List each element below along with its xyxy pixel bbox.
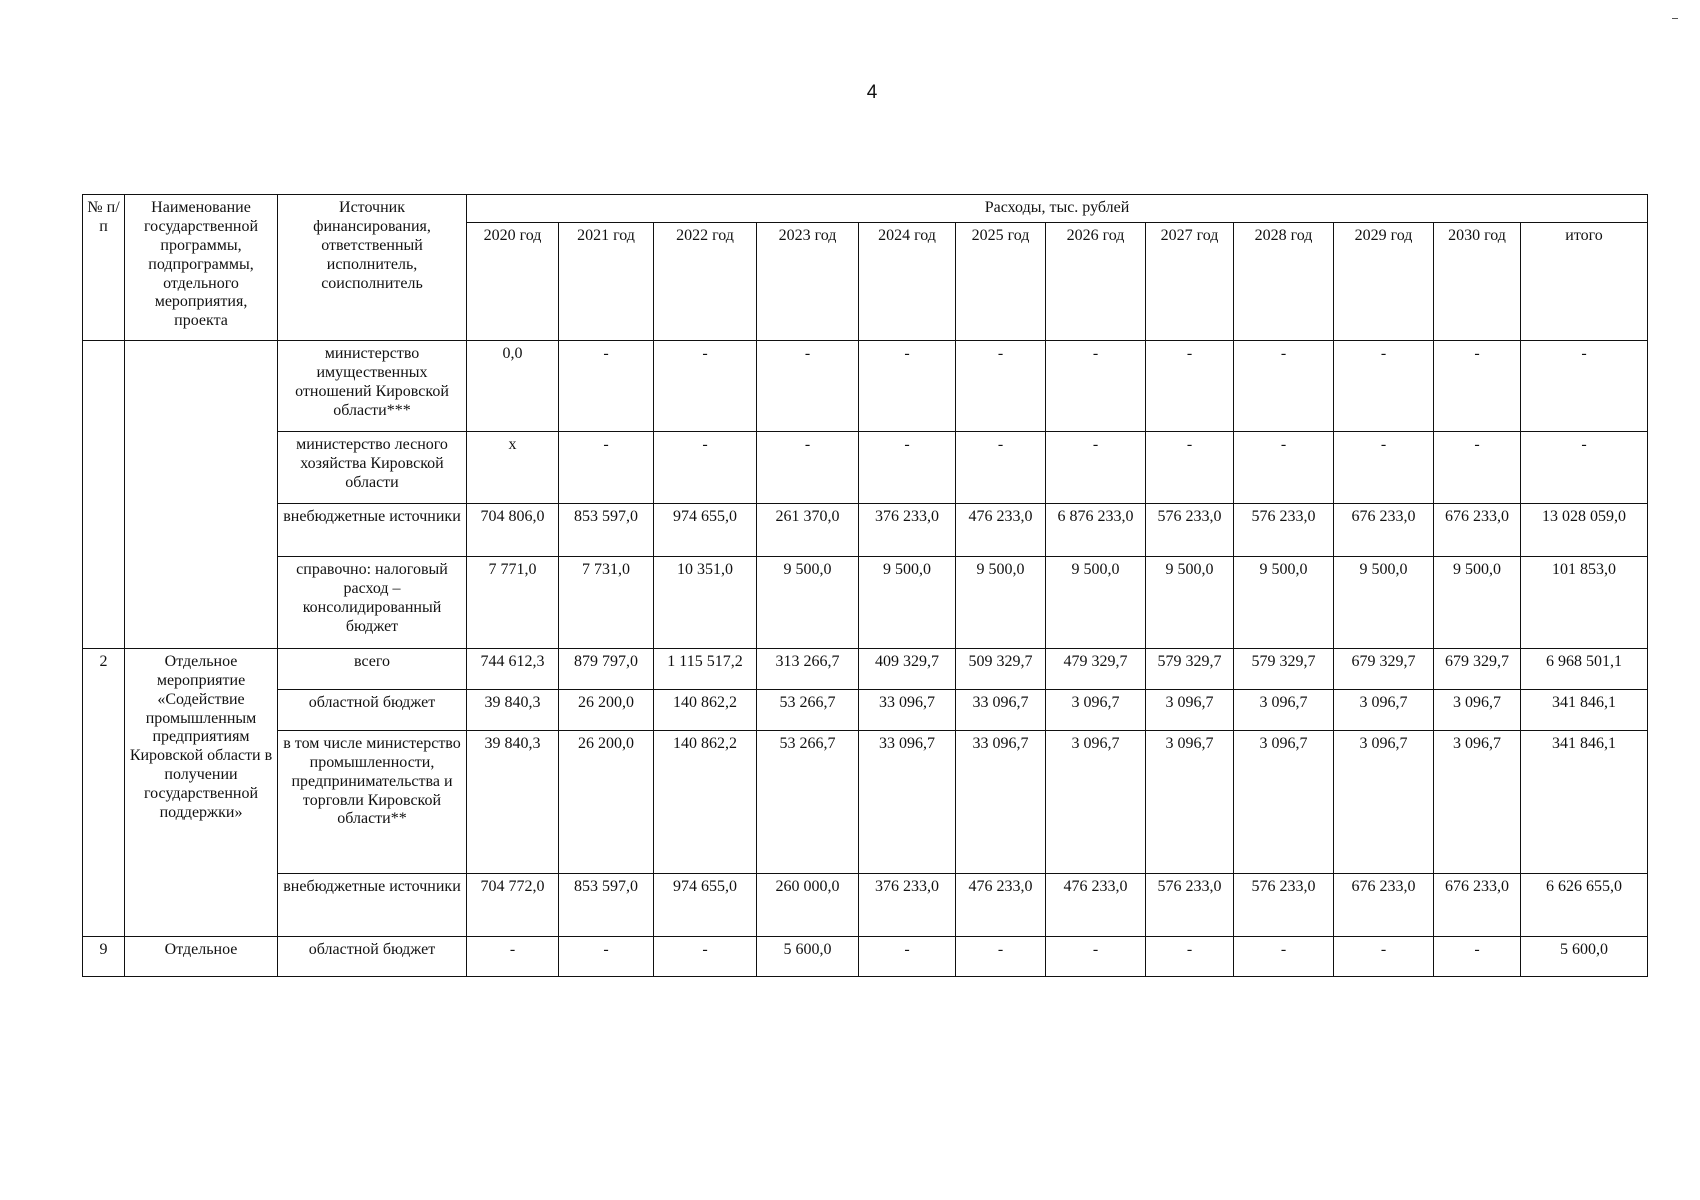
total-cell: 101 853,0 bbox=[1521, 556, 1648, 648]
table-row bbox=[83, 873, 1648, 936]
expenses-table bbox=[82, 194, 1648, 977]
value-cell: 9 500,0 bbox=[1046, 556, 1146, 648]
value-cell: 576 233,0 bbox=[1146, 503, 1234, 556]
value-cell: 479 329,7 bbox=[1046, 648, 1146, 689]
value-cell: 676 233,0 bbox=[1434, 873, 1521, 936]
group-9 bbox=[83, 936, 1648, 976]
value-cell: 3 096,7 bbox=[1234, 730, 1334, 873]
scan-mark bbox=[1672, 18, 1678, 19]
year-header: 2025 год bbox=[956, 222, 1046, 340]
value-cell: 3 096,7 bbox=[1334, 730, 1434, 873]
table-row bbox=[83, 340, 1648, 431]
source-cell: всего bbox=[278, 648, 467, 689]
value-cell: 39 840,3 bbox=[467, 730, 559, 873]
value-cell: - bbox=[654, 340, 757, 431]
row-name-empty bbox=[125, 340, 278, 648]
row-no-empty bbox=[83, 340, 125, 648]
header-source: Источник финансирования, ответственный исполнитель, соисполнитель bbox=[278, 195, 467, 341]
value-cell: 3 096,7 bbox=[1046, 689, 1146, 730]
source-cell: министерство лесного хозяйства Кировской области bbox=[278, 431, 467, 503]
value-cell: 26 200,0 bbox=[559, 730, 654, 873]
year-header: 2028 год bbox=[1234, 222, 1334, 340]
source-cell: областной бюджет bbox=[278, 689, 467, 730]
total-cell: 6 626 655,0 bbox=[1521, 873, 1648, 936]
value-cell: 744 612,3 bbox=[467, 648, 559, 689]
value-cell: - bbox=[956, 340, 1046, 431]
value-cell: - bbox=[859, 936, 956, 976]
value-cell: - bbox=[956, 431, 1046, 503]
table-row bbox=[83, 730, 1648, 873]
value-cell: - bbox=[1434, 431, 1521, 503]
value-cell: 9 500,0 bbox=[757, 556, 859, 648]
value-cell: 974 655,0 bbox=[654, 503, 757, 556]
row-number: 9 bbox=[83, 936, 125, 976]
value-cell: x bbox=[467, 431, 559, 503]
value-cell: 33 096,7 bbox=[859, 730, 956, 873]
group-2 bbox=[83, 648, 1648, 936]
year-header: 2022 год bbox=[654, 222, 757, 340]
value-cell: 576 233,0 bbox=[1234, 873, 1334, 936]
value-cell: 576 233,0 bbox=[1146, 873, 1234, 936]
value-cell: 39 840,3 bbox=[467, 689, 559, 730]
value-cell: 476 233,0 bbox=[956, 503, 1046, 556]
value-cell: 3 096,7 bbox=[1434, 730, 1521, 873]
value-cell: 579 329,7 bbox=[1146, 648, 1234, 689]
source-cell: справочно: налоговый расход – консолидированный бюджет bbox=[278, 556, 467, 648]
value-cell: - bbox=[1234, 936, 1334, 976]
value-cell: 476 233,0 bbox=[1046, 873, 1146, 936]
value-cell: - bbox=[1146, 431, 1234, 503]
value-cell: 679 329,7 bbox=[1334, 648, 1434, 689]
value-cell: 7 731,0 bbox=[559, 556, 654, 648]
value-cell: - bbox=[757, 340, 859, 431]
table-row bbox=[83, 556, 1648, 648]
value-cell: 853 597,0 bbox=[559, 873, 654, 936]
value-cell: - bbox=[467, 936, 559, 976]
value-cell: - bbox=[1434, 936, 1521, 976]
value-cell: 261 370,0 bbox=[757, 503, 859, 556]
value-cell: - bbox=[956, 936, 1046, 976]
value-cell: 9 500,0 bbox=[1234, 556, 1334, 648]
value-cell: 3 096,7 bbox=[1146, 730, 1234, 873]
value-cell: - bbox=[1046, 936, 1146, 976]
value-cell: 9 500,0 bbox=[956, 556, 1046, 648]
value-cell: 33 096,7 bbox=[956, 730, 1046, 873]
value-cell: 3 096,7 bbox=[1334, 689, 1434, 730]
value-cell: - bbox=[1234, 340, 1334, 431]
value-cell: 53 266,7 bbox=[757, 689, 859, 730]
group-prev bbox=[83, 340, 1648, 648]
table-row bbox=[83, 936, 1648, 976]
value-cell: 704 806,0 bbox=[467, 503, 559, 556]
value-cell: - bbox=[654, 936, 757, 976]
total-cell: 6 968 501,1 bbox=[1521, 648, 1648, 689]
value-cell: - bbox=[654, 431, 757, 503]
table-row bbox=[83, 689, 1648, 730]
value-cell: 3 096,7 bbox=[1146, 689, 1234, 730]
total-cell: 5 600,0 bbox=[1521, 936, 1648, 976]
value-cell: 679 329,7 bbox=[1434, 648, 1521, 689]
source-cell: внебюджетные источники bbox=[278, 503, 467, 556]
value-cell: 676 233,0 bbox=[1334, 503, 1434, 556]
header-expenses: Расходы, тыс. рублей bbox=[467, 195, 1648, 223]
total-cell: 341 846,1 bbox=[1521, 730, 1648, 873]
row-number: 2 bbox=[83, 648, 125, 936]
value-cell: - bbox=[1334, 340, 1434, 431]
value-cell: 6 876 233,0 bbox=[1046, 503, 1146, 556]
page-number: 4 bbox=[866, 82, 878, 103]
value-cell: 1 115 517,2 bbox=[654, 648, 757, 689]
year-header: 2027 год bbox=[1146, 222, 1234, 340]
year-header: 2030 год bbox=[1434, 222, 1521, 340]
value-cell: 676 233,0 bbox=[1434, 503, 1521, 556]
value-cell: 9 500,0 bbox=[1146, 556, 1234, 648]
value-cell: 313 266,7 bbox=[757, 648, 859, 689]
header-name: Наименование государственной программы, подпрограммы, отдельного мероприятия, проекта bbox=[125, 195, 278, 341]
header-no: № п/п bbox=[83, 195, 125, 341]
source-cell: областной бюджет bbox=[278, 936, 467, 976]
value-cell: 509 329,7 bbox=[956, 648, 1046, 689]
value-cell: 579 329,7 bbox=[1234, 648, 1334, 689]
value-cell: - bbox=[1334, 431, 1434, 503]
value-cell: 974 655,0 bbox=[654, 873, 757, 936]
year-header: 2021 год bbox=[559, 222, 654, 340]
value-cell: 3 096,7 bbox=[1046, 730, 1146, 873]
value-cell: 376 233,0 bbox=[859, 503, 956, 556]
year-header: 2029 год bbox=[1334, 222, 1434, 340]
value-cell: 576 233,0 bbox=[1234, 503, 1334, 556]
table-row bbox=[83, 431, 1648, 503]
value-cell: 853 597,0 bbox=[559, 503, 654, 556]
year-header: 2024 год bbox=[859, 222, 956, 340]
source-cell: министерство имущественных отношений Кировской области*** bbox=[278, 340, 467, 431]
value-cell: 33 096,7 bbox=[859, 689, 956, 730]
year-header: 2026 год bbox=[1046, 222, 1146, 340]
value-cell: 5 600,0 bbox=[757, 936, 859, 976]
table-row bbox=[83, 503, 1648, 556]
value-cell: - bbox=[757, 431, 859, 503]
value-cell: 879 797,0 bbox=[559, 648, 654, 689]
value-cell: 53 266,7 bbox=[757, 730, 859, 873]
value-cell: 676 233,0 bbox=[1334, 873, 1434, 936]
value-cell: - bbox=[559, 340, 654, 431]
value-cell: - bbox=[859, 340, 956, 431]
value-cell: 704 772,0 bbox=[467, 873, 559, 936]
value-cell: 476 233,0 bbox=[956, 873, 1046, 936]
value-cell: - bbox=[1434, 340, 1521, 431]
table-row bbox=[83, 648, 1648, 689]
value-cell: 9 500,0 bbox=[1334, 556, 1434, 648]
value-cell: 3 096,7 bbox=[1434, 689, 1521, 730]
value-cell: 260 000,0 bbox=[757, 873, 859, 936]
header-row-1 bbox=[83, 195, 1648, 223]
value-cell: 26 200,0 bbox=[559, 689, 654, 730]
value-cell: 0,0 bbox=[467, 340, 559, 431]
year-header: 2023 год bbox=[757, 222, 859, 340]
value-cell: - bbox=[1146, 936, 1234, 976]
value-cell: - bbox=[859, 431, 956, 503]
value-cell: 7 771,0 bbox=[467, 556, 559, 648]
value-cell: - bbox=[1046, 431, 1146, 503]
value-cell: - bbox=[559, 431, 654, 503]
value-cell: 140 862,2 bbox=[654, 730, 757, 873]
value-cell: - bbox=[1334, 936, 1434, 976]
value-cell: 10 351,0 bbox=[654, 556, 757, 648]
value-cell: 3 096,7 bbox=[1234, 689, 1334, 730]
value-cell: - bbox=[1234, 431, 1334, 503]
source-cell: в том числе министерство промышленности, предпринимательства и торговли Кировской области** bbox=[278, 730, 467, 873]
value-cell: 140 862,2 bbox=[654, 689, 757, 730]
value-cell: 9 500,0 bbox=[859, 556, 956, 648]
total-cell: 13 028 059,0 bbox=[1521, 503, 1648, 556]
value-cell: 376 233,0 bbox=[859, 873, 956, 936]
total-cell: - bbox=[1521, 340, 1648, 431]
program-name: Отдельное bbox=[125, 936, 278, 976]
source-cell: внебюджетные источники bbox=[278, 873, 467, 936]
value-cell: 9 500,0 bbox=[1434, 556, 1521, 648]
value-cell: 409 329,7 bbox=[859, 648, 956, 689]
year-header: 2020 год bbox=[467, 222, 559, 340]
value-cell: - bbox=[1046, 340, 1146, 431]
value-cell: - bbox=[1146, 340, 1234, 431]
total-cell: 341 846,1 bbox=[1521, 689, 1648, 730]
value-cell: - bbox=[559, 936, 654, 976]
value-cell: 33 096,7 bbox=[956, 689, 1046, 730]
total-header: итого bbox=[1521, 222, 1648, 340]
program-name: Отдельное мероприятие «Содействие промышленным предприятиям Кировской области в получении государственной поддержки» bbox=[125, 648, 278, 936]
total-cell: - bbox=[1521, 431, 1648, 503]
